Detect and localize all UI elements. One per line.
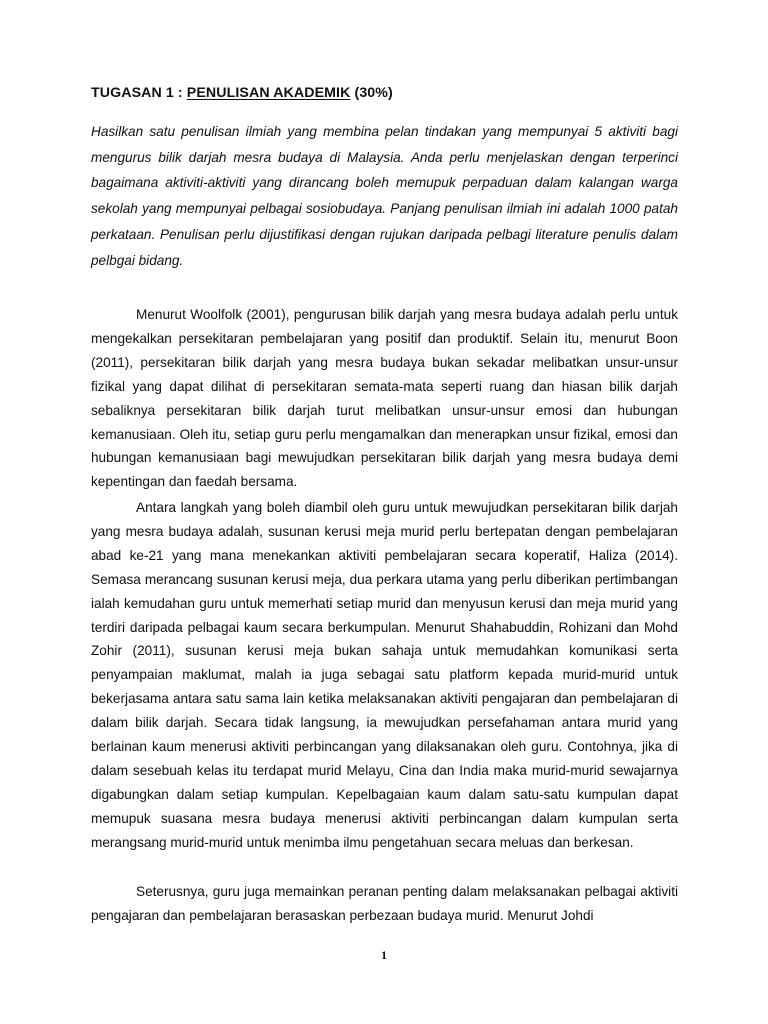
assignment-instructions: Hasilkan satu penulisan ilmiah yang membina pelan tindakan yang mempunyai 5 aktiviti bagi mengurus bilik darjah mesra budaya di Malaysia. Anda perlu menjelaskan dengan terperinci bagaimana aktiviti-aktiviti yang dirancang boleh memupuk perpaduan dalam kalangan warga sekolah yang mempunyai pelbagai sosiobudaya. Panjang penulisan ilmiah ini adalah 1000 patah perkataan. Penulisan perlu dijustifikasi dengan rujukan daripada pelbagi literature penulis dalam pelbgai bidang. [91, 124, 678, 268]
page-number: 1 [381, 948, 387, 962]
heading-suffix: (30%) [350, 85, 393, 101]
heading-title: PENULISAN AKADEMIK [186, 85, 351, 101]
body-paragraph-1: Menurut Woolfolk (2001), pengurusan bilik darjah yang mesra budaya adalah perlu untuk mengekalkan persekitaran pembelajaran yang positif dan produktif. Selain itu, menurut Boon (2011), persekitaran bilik darjah yang mesra budaya bukan sekadar melibatkan unsur-unsur fizikal yang dapat dilihat di persekitaran semata-mata seperti ruang dan hiasan bilik darjah sebaliknya persekitaran bilik darjah turut melibatkan unsur-unsur emosi dan hubungan kemanusiaan. Oleh itu, setiap guru perlu mengamalkan dan menerapkan unsur fizikal, emosi dan hubungan kemanusiaan bagi mewujudkan persekitaran bilik darjah yang mesra budaya demi kepentingan dan faedah bersama. [91, 307, 678, 490]
body-paragraph-3: Seterusnya, guru juga memainkan peranan penting dalam melaksanakan pelbagai aktiviti pengajaran dan pembelajaran berasaskan perbezaan budaya murid. Menurut Johdi [91, 884, 678, 923]
heading-prefix: TUGASAN 1 : [91, 85, 187, 101]
body-paragraph-2: Antara langkah yang boleh diambil oleh guru untuk mewujudkan persekitaran bilik darjah yang mesra budaya adalah, susunan kerusi meja murid perlu bertepatan dengan pembelajaran abad ke-21 yang mana menekankan aktiviti pembelajaran secara koperatif, Haliza (2014). Semasa merancang susunan kerusi meja, dua perkara utama yang perlu diberikan pertimbangan ialah kemudahan guru untuk memerhati setiap murid dan menyusun kerusi dan meja murid yang terdiri daripada pelbagai kaum secara berkumpulan. Menurut Shahabuddin, Rohizani dan Mohd Zohir (2011), susunan kerusi meja bukan sahaja untuk memudahkan komunikasi serta penyampaian maklumat, malah ia juga sebagai satu platform kepada murid-murid untuk bekerjasama antara satu sama lain ketika melaksanakan aktiviti pengajaran dan pembelajaran di dalam bilik darjah. Secara tidak langsung, ia mewujudkan persefahaman antara murid yang berlainan kaum menerusi aktiviti perbincangan yang dilaksanakan oleh guru. Contohnya, jika di dalam sesebuah kelas itu terdapat murid Melayu, Cina dan India maka murid-murid sewajarnya digabungkan dalam setiap kumpulan. Kepelbagaian kaum dalam satu-satu kumpulan dapat memupuk suasana mesra budaya menerusi aktiviti perbincangan dalam kumpulan serta merangsang murid-murid untuk menimba ilmu pengetahuan secara meluas dan berkesan. [91, 500, 678, 850]
assignment-heading [91, 85, 393, 101]
